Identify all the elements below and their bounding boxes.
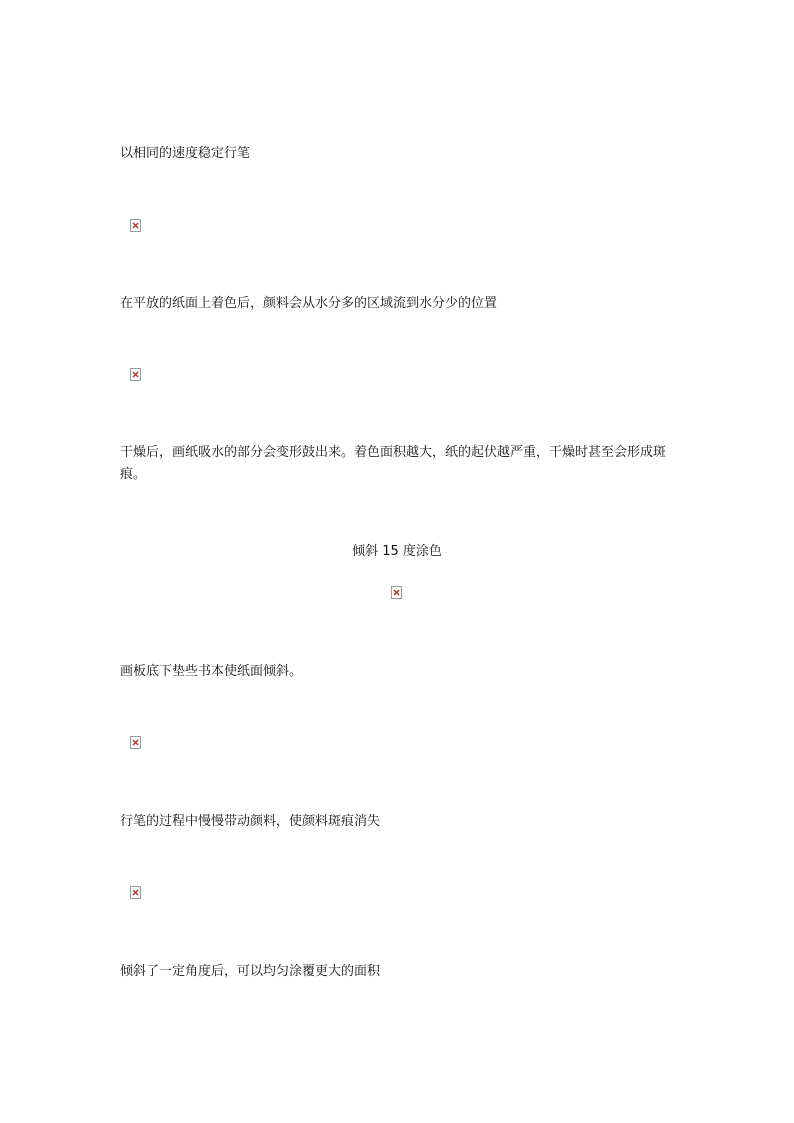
broken-image-icon bbox=[130, 368, 141, 381]
broken-image-icon bbox=[391, 586, 402, 599]
paragraph-even-coverage: 倾斜了一定角度后，可以均匀涂覆更大的面积 bbox=[120, 964, 381, 979]
paragraph-stable-stroke: 以相同的速度稳定行笔 bbox=[120, 146, 251, 161]
broken-image-icon bbox=[130, 736, 141, 749]
paragraph-drag-pigment: 行笔的过程中慢慢带动颜料，使颜料斑痕消失 bbox=[120, 814, 381, 829]
broken-image-icon bbox=[130, 886, 141, 899]
section-heading-tilt: 倾斜 15 度涂色 bbox=[352, 544, 442, 559]
paragraph-books-under-board: 画板底下垫些书本使纸面倾斜。 bbox=[120, 664, 303, 679]
paragraph-drying-deformation: 干燥后，画纸吸水的部分会变形鼓出来。着色面积越大，纸的起伏越严重，干燥时甚至会形成斑痕。 bbox=[120, 445, 667, 482]
paragraph-flat-paper: 在平放的纸面上着色后，颜料会从水分多的区域流到水分少的位置 bbox=[120, 296, 498, 311]
broken-image-icon bbox=[130, 219, 141, 232]
